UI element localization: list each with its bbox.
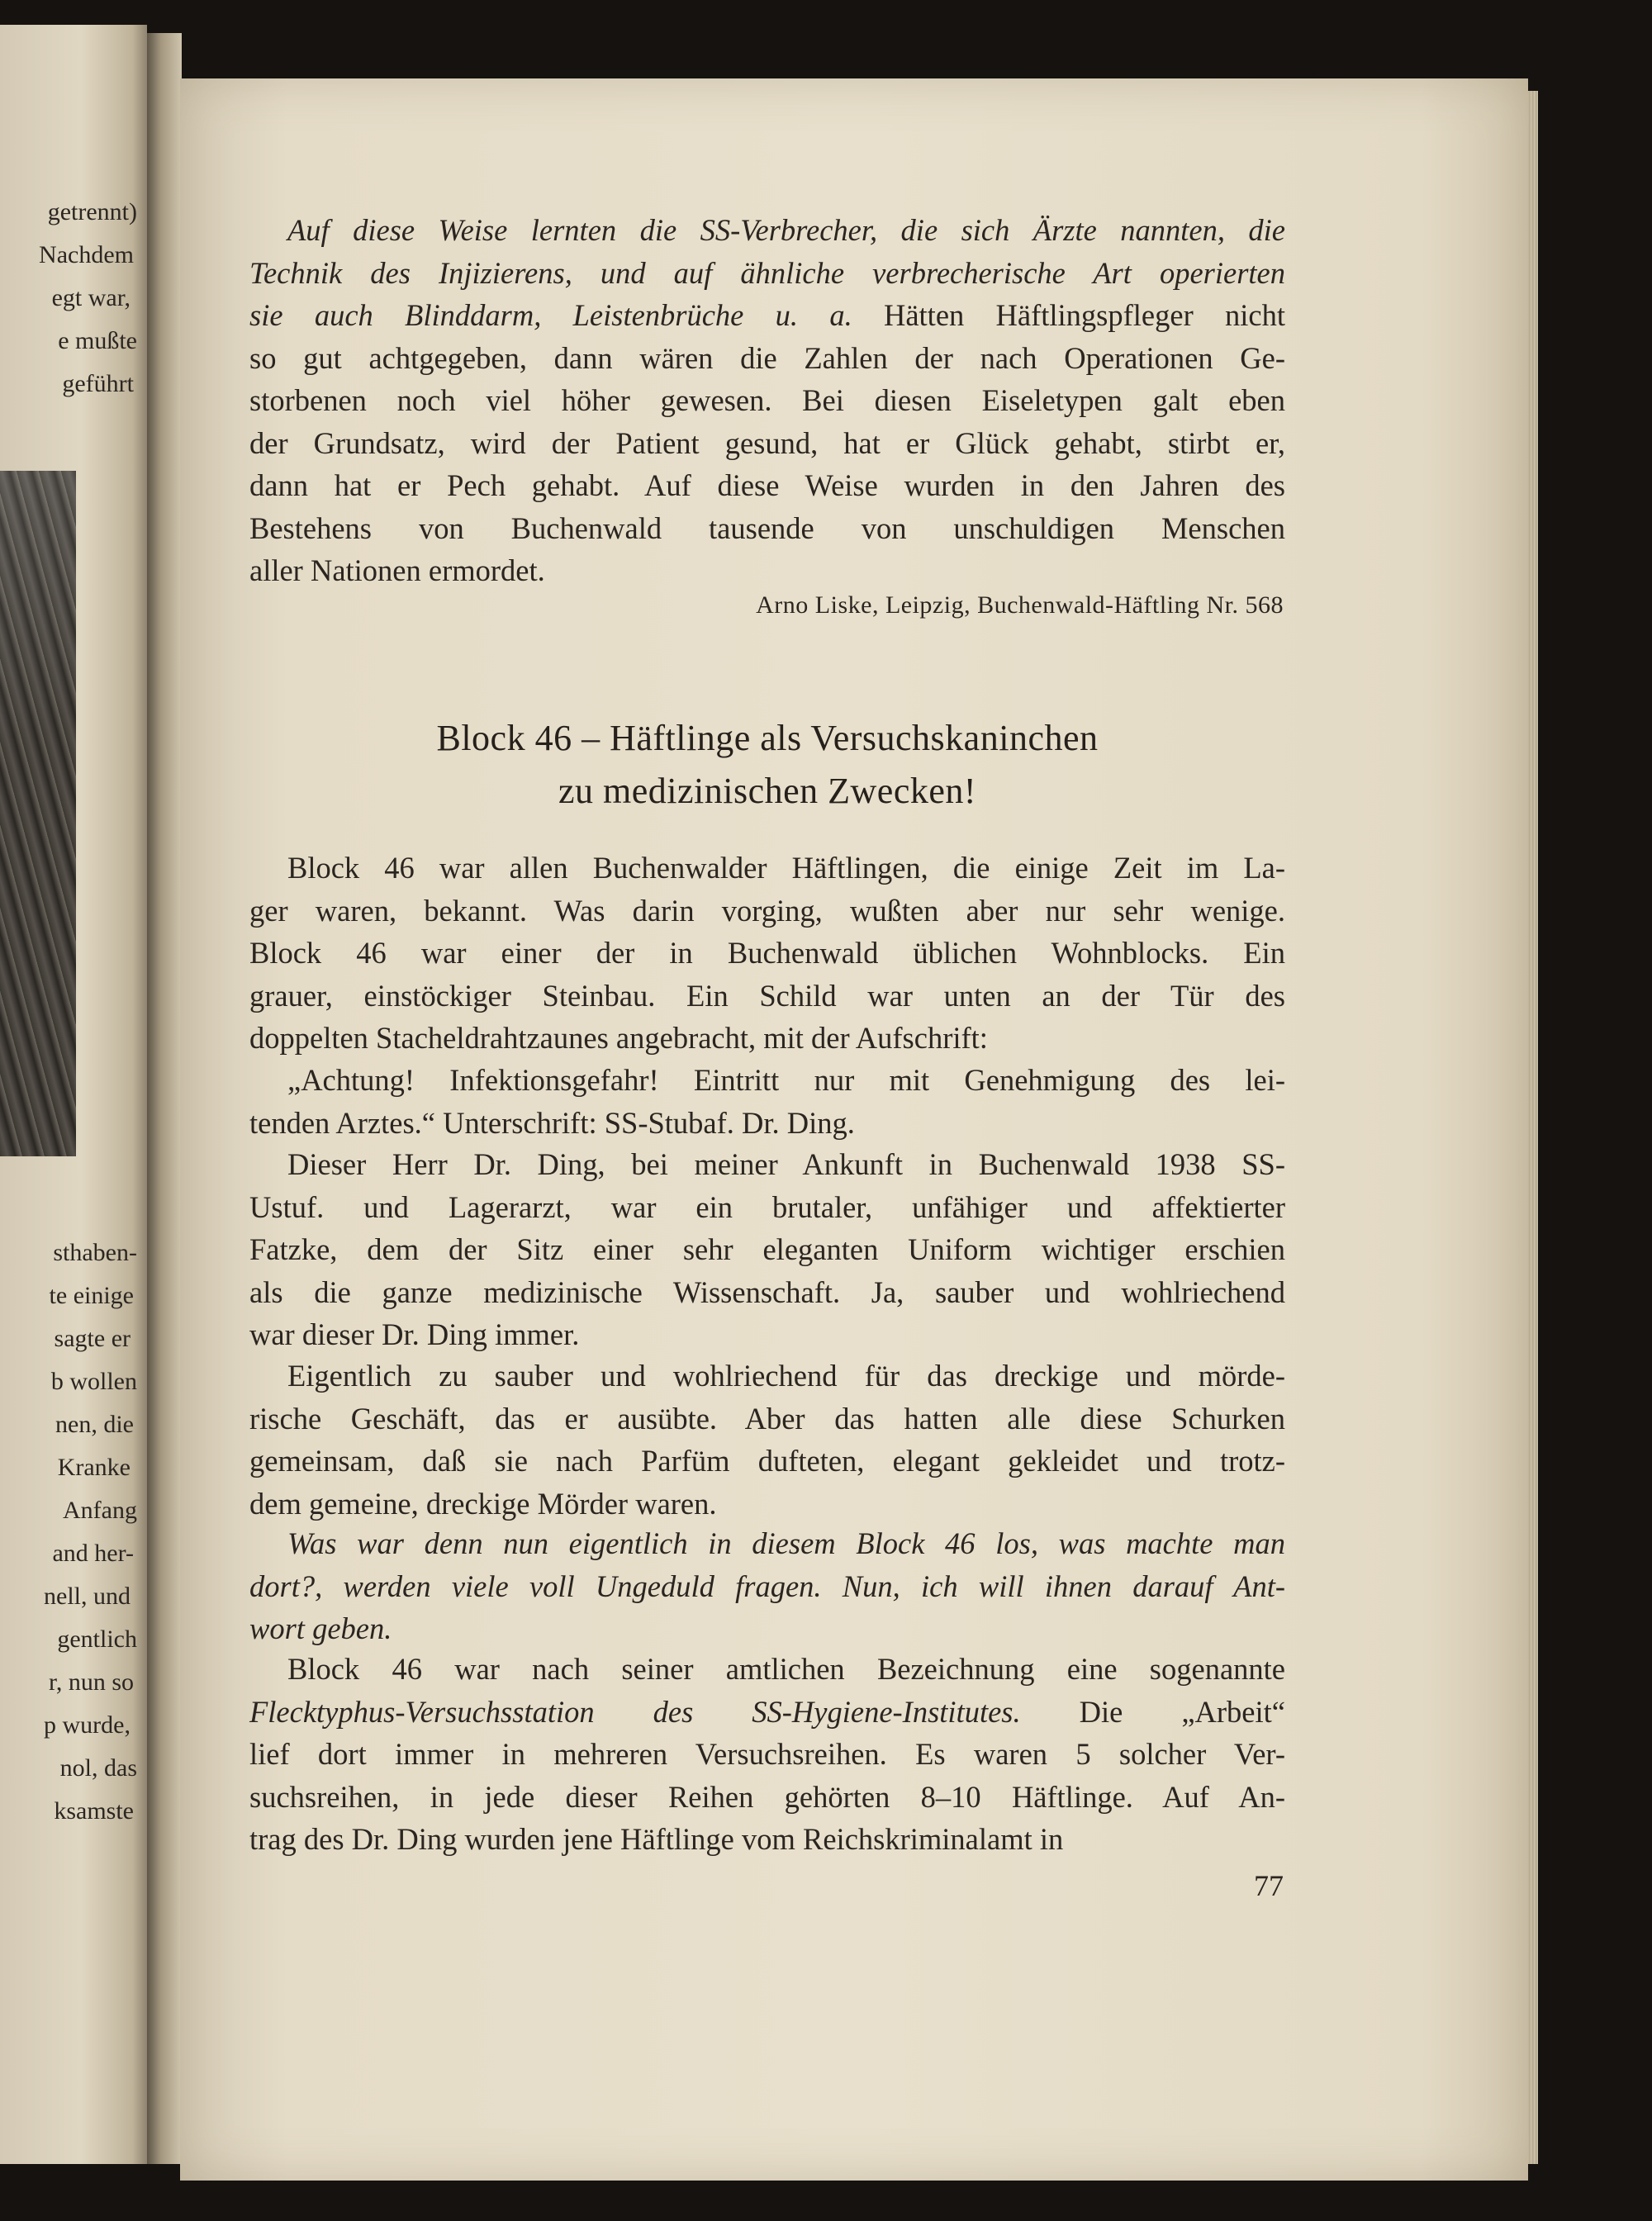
text-line: aller Nationen ermordet. — [249, 553, 545, 587]
paragraph-dr-ding — [249, 1143, 1285, 1356]
book-gutter — [147, 33, 182, 2164]
text-line: rische Geschäft, das er ausübte. Aber das hatten alle diese Schurken — [249, 1401, 1285, 1436]
text-line: wort geben. — [249, 1611, 392, 1645]
previous-page-line: te einige — [49, 1282, 134, 1309]
text-line: „Achtung! Infektionsgefahr! Eintritt nur mit Genehmigung des lei- — [287, 1063, 1285, 1097]
previous-page-line: Kranke — [57, 1454, 131, 1481]
text-line: so gut achtgegeben, dann wären die Zahlen der nach Operationen Ge- — [249, 340, 1285, 375]
text-line: doppelten Stacheldrahtzaunes angebracht, mit der Aufschrift: — [249, 1021, 988, 1055]
paragraph-testimony — [249, 209, 1285, 592]
previous-page-line: p wurde, — [44, 1711, 131, 1739]
previous-page — [0, 25, 147, 2164]
text-line: Ustuf. und Lagerarzt, war ein brutaler, unfähiger und affektierter — [249, 1189, 1285, 1224]
text-line: Eigentlich zu sauber und wohlriechend für das dreckige und mörde- — [287, 1359, 1285, 1393]
previous-page-line: Anfang — [63, 1497, 137, 1524]
paragraph-sign-inscription — [249, 1059, 1285, 1144]
signature: Arno Liske, Leipzig, Buchenwald-Häftling Nr. 568 — [756, 591, 1284, 619]
previous-page-line: ksamste — [54, 1797, 134, 1825]
paragraph-block46-intro — [249, 847, 1285, 1060]
text-line: grauer, einstöckiger Steinbau. Ein Schild war unten an der Tür des — [249, 978, 1285, 1013]
previous-page-line: egt war, — [51, 284, 131, 311]
text-line: als die ganze medizinische Wissenschaft. Ja, sauber und wohlriechend — [249, 1274, 1285, 1309]
text-line: ger waren, bekannt. Was darin vorging, wußten aber nur sehr wenige. — [249, 893, 1285, 928]
text-line: Block 46 war einer der in Buchenwald üblichen Wohnblocks. Ein — [249, 936, 1285, 970]
text-line: Was war denn nun eigentlich in diesem Block 46 los, was machte man — [287, 1526, 1285, 1560]
previous-page-line: getrennt) — [47, 198, 137, 225]
text-line: war dieser Dr. Ding immer. — [249, 1317, 580, 1351]
text-line: Dieser Herr Dr. Ding, bei meiner Ankunft in Buchenwald 1938 SS- — [287, 1147, 1285, 1181]
previous-page-line: gentlich — [57, 1625, 137, 1653]
previous-page-line: geführt — [62, 370, 134, 397]
text-line: tenden Arztes.“ Unterschrift: SS-Stubaf. Dr. Ding. — [249, 1105, 855, 1140]
text-line: der Grundsatz, wird der Patient gesund, hat er Glück gehabt, stirbt er, — [249, 425, 1285, 460]
text-line: trag des Dr. Ding wurden jene Häftlinge vom Reichskriminalamt in — [249, 1822, 1064, 1856]
text-line: storbenen noch viel höher gewesen. Bei diesen Eiseletypen galt eben — [249, 383, 1285, 417]
paragraph-perfume — [249, 1355, 1285, 1525]
previous-page-line: and her- — [52, 1540, 134, 1567]
text-line: Bestehens von Buchenwald tausende von unschuldigen Menschen — [249, 510, 1285, 545]
text-line: gemeinsam, daß sie nach Parfüm dufteten, elegant gekleidet und trotz- — [249, 1444, 1285, 1478]
previous-page-line: nell, und — [44, 1583, 131, 1610]
text-line: sie auch Blinddarm, Leistenbrüche u. a. Hätten Häftlingspfleger nicht — [249, 298, 1286, 332]
text-line: suchsreihen, in jede dieser Reihen gehörten 8–10 Häftlinge. Auf An- — [249, 1779, 1285, 1814]
previous-page-line: sagte er — [54, 1325, 131, 1352]
text-line: Technik des Injizierens, und auf ähnliche verbrecherische Art operierten — [249, 255, 1285, 290]
text-line: dem gemeine, dreckige Mörder waren. — [249, 1486, 717, 1521]
previous-page-line: b wollen — [50, 1368, 137, 1395]
page-edges — [1528, 91, 1538, 2164]
section-heading-line-2: zu medizinischen Zwecken! — [558, 771, 977, 811]
text-line: lief dort immer in mehreren Versuchsreihen. Es waren 5 solcher Ver- — [249, 1737, 1285, 1771]
text-line: Flecktyphus-Versuchsstation des SS-Hygiene-Institutes. Die „Arbeit“ — [249, 1694, 1285, 1729]
text-line: Fatzke, dem der Sitz einer sehr eleganten Uniform wichtiger erschien — [249, 1232, 1285, 1266]
previous-page-line: e mußte — [58, 327, 137, 354]
text-line: Block 46 war allen Buchenwalder Häftlingen, die einige Zeit im La- — [287, 851, 1285, 885]
previous-page-line: r, nun so — [49, 1668, 134, 1696]
previous-page-line: Nachdem — [39, 241, 134, 268]
text-line: Auf diese Weise lernten die SS-Verbrecher, die sich Ärzte nannten, die — [287, 213, 1285, 247]
paragraph-question — [249, 1522, 1285, 1650]
paragraph-test-station — [249, 1648, 1285, 1861]
text-line: dort?, werden viele voll Ungeduld fragen. Nun, ich will ihnen darauf Ant- — [249, 1568, 1285, 1603]
text-line: Block 46 war nach seiner amtlichen Bezeichnung eine sogenannte — [287, 1652, 1285, 1686]
previous-page-line: nen, die — [55, 1411, 134, 1438]
previous-page-line: sthaben- — [53, 1239, 137, 1266]
section-heading-line-1: Block 46 – Häftlinge als Versuchskaninchen — [436, 718, 1099, 758]
previous-page-photo — [0, 471, 76, 1156]
previous-page-line: nol, das — [59, 1754, 137, 1782]
text-line: dann hat er Pech gehabt. Auf diese Weise wurden in den Jahren des — [249, 468, 1285, 502]
page-number: 77 — [1254, 1869, 1284, 1902]
